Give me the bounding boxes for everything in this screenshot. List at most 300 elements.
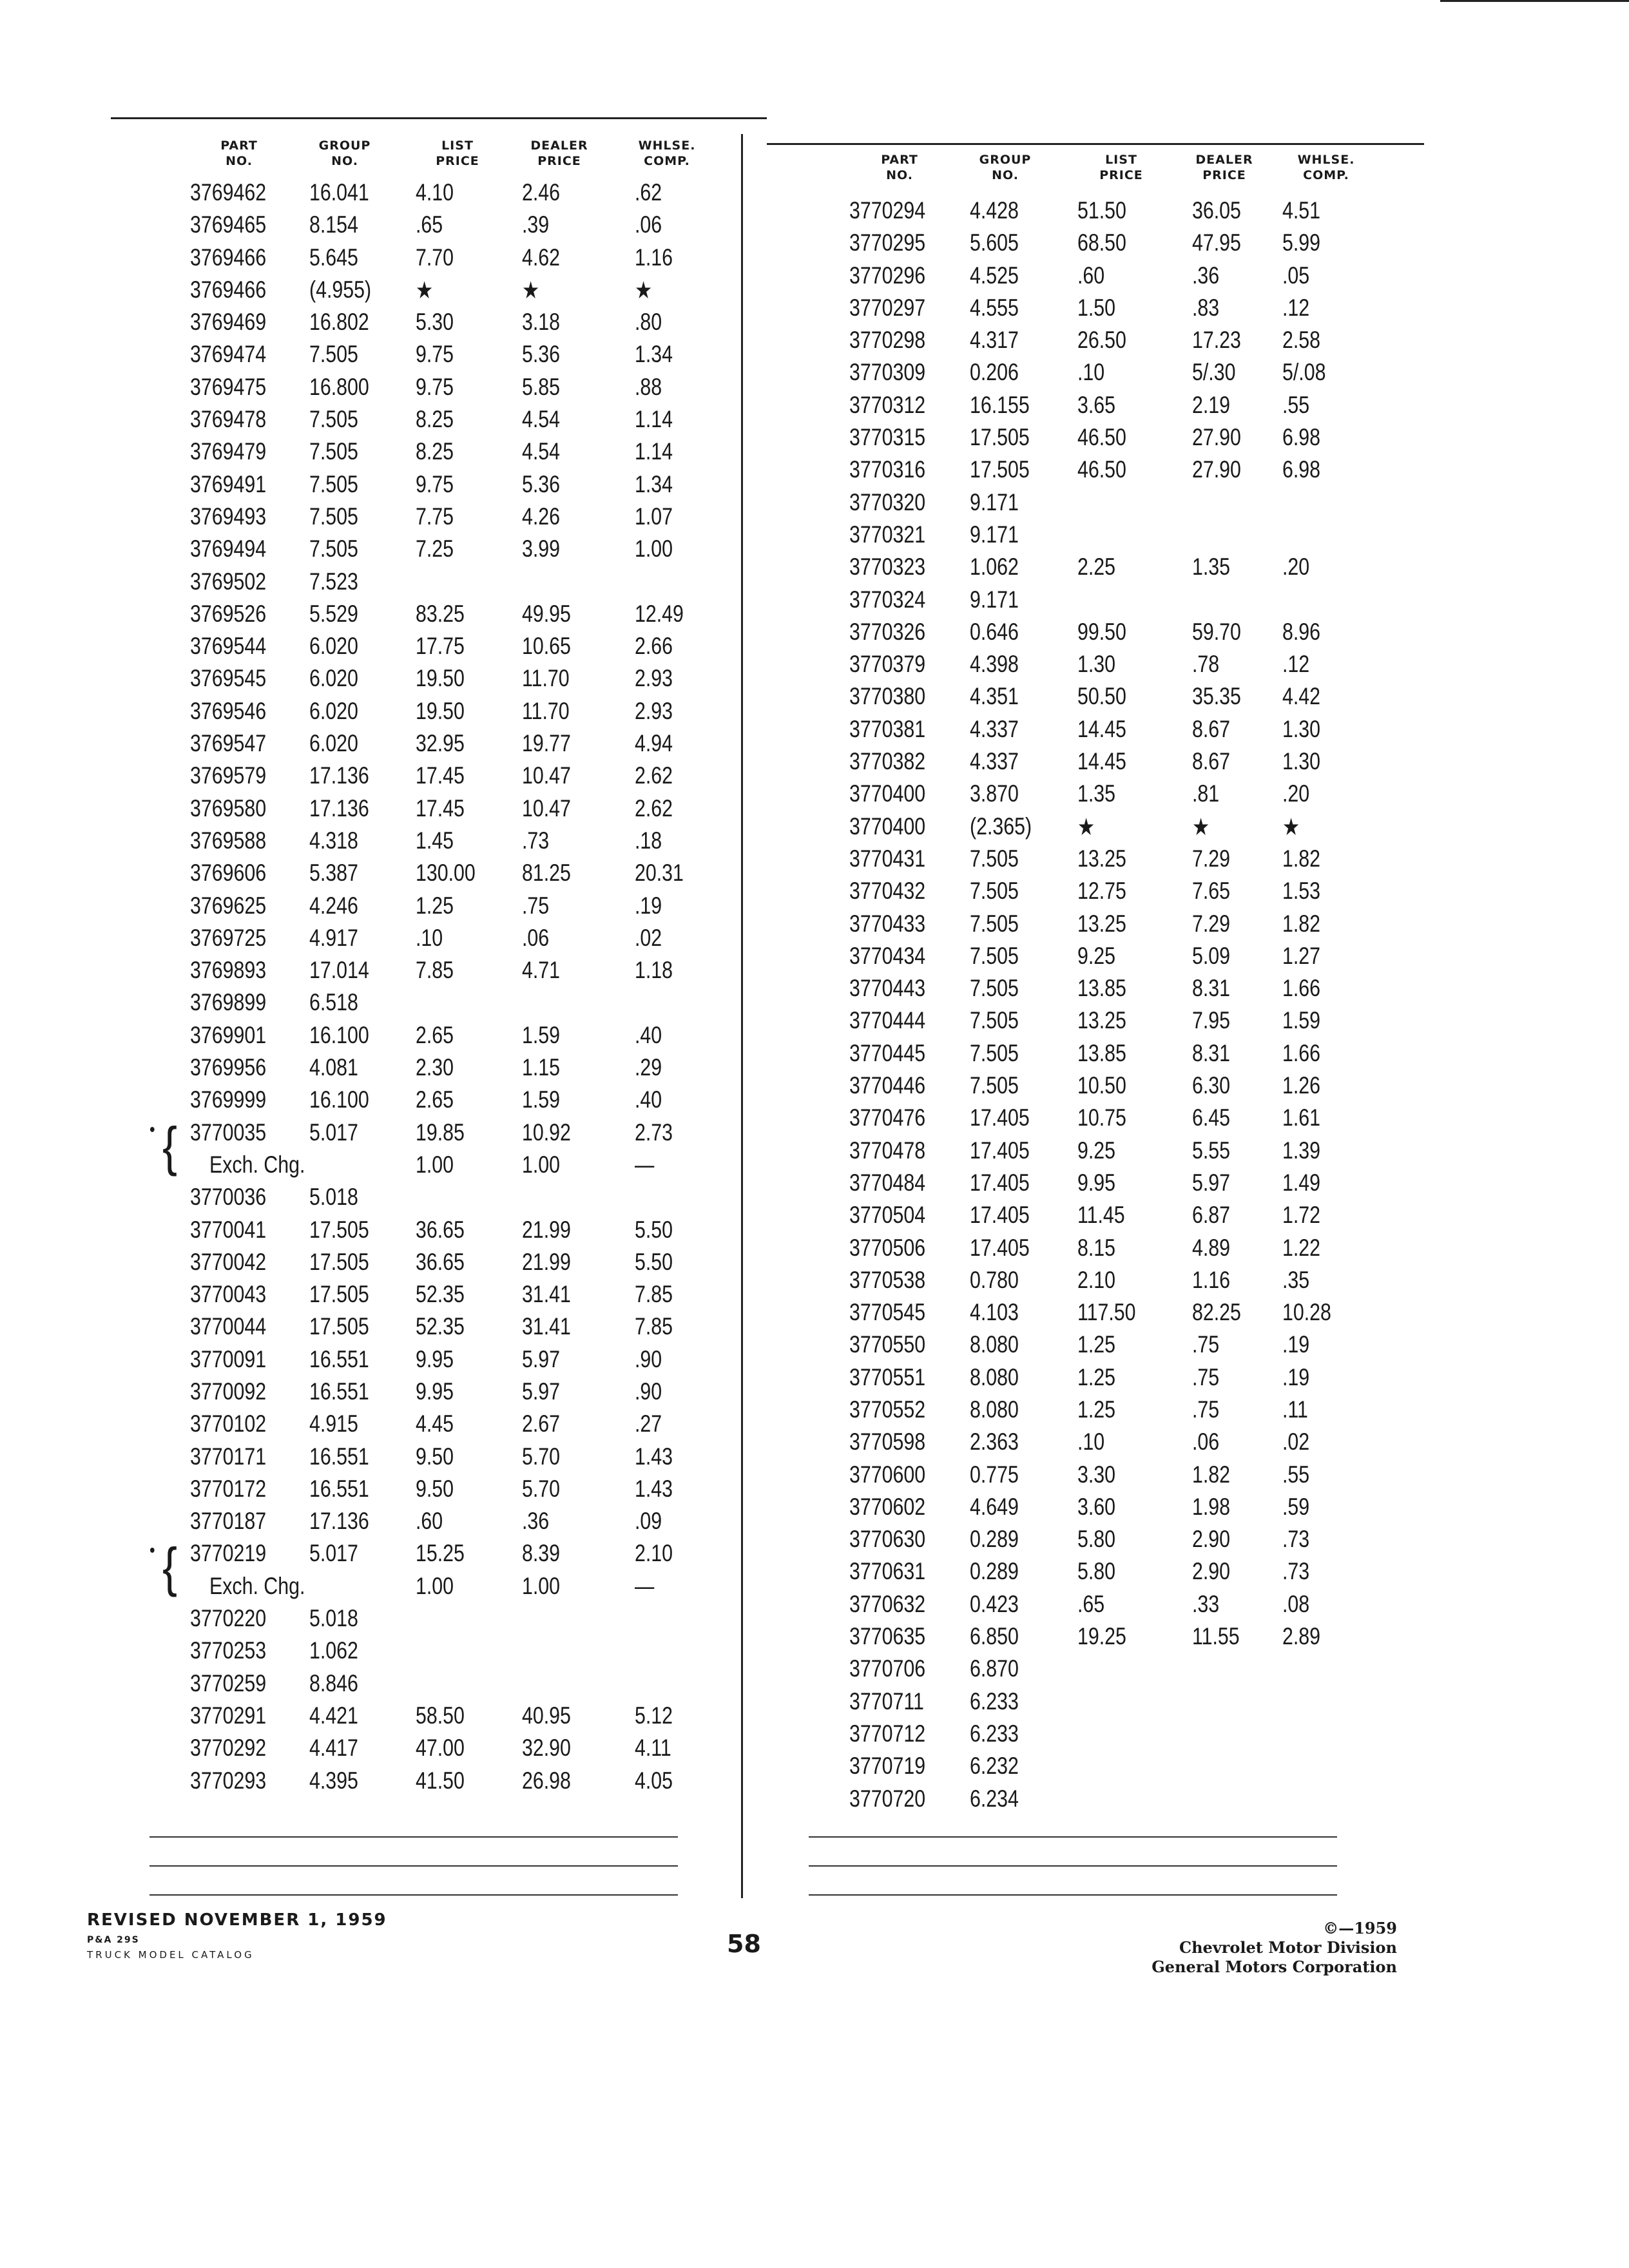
part-no: 3770315 [849, 424, 926, 451]
dealer-price: 82.25 [1191, 1299, 1241, 1326]
list-price: 1.25 [1077, 1363, 1116, 1390]
part-no: 3770381 [849, 715, 926, 742]
part-no: 3770172 [189, 1475, 267, 1502]
group-no: 6.020 [309, 697, 358, 724]
dealer-price: 11.70 [521, 697, 570, 724]
whlse-comp: 1.14 [634, 438, 673, 465]
header-part-no: PART NO. [881, 153, 918, 182]
dealer-price: 59.70 [1191, 618, 1241, 645]
group-no: 6.233 [969, 1720, 1019, 1747]
dealer-price: 1.16 [1191, 1266, 1231, 1293]
list-price: 36.65 [415, 1248, 465, 1275]
dealer-price: 8.67 [1191, 748, 1231, 775]
list-price: .65 [1077, 1590, 1105, 1617]
dealer-price: .33 [1191, 1590, 1220, 1617]
group-no: 6.870 [969, 1655, 1019, 1682]
dealer-price: 5.97 [521, 1378, 561, 1405]
list-price: 58.50 [415, 1702, 465, 1729]
group-no: 0.289 [969, 1526, 1019, 1553]
dealer-price: 7.29 [1191, 845, 1231, 872]
part-no: 3770219 [189, 1540, 267, 1567]
header-whlse-comp: WHLSE. COMP. [1297, 153, 1355, 182]
whlse-comp: .02 [634, 924, 662, 951]
list-price: 1.30 [1077, 651, 1116, 678]
whlse-comp: .12 [1282, 294, 1310, 321]
group-no: 9.171 [969, 521, 1019, 548]
part-no: 3770443 [849, 975, 926, 1002]
list-price: 9.95 [1077, 1169, 1116, 1196]
whlse-comp: .05 [1282, 262, 1310, 289]
list-price: 117.50 [1077, 1299, 1136, 1326]
group-no: 4.417 [309, 1735, 358, 1762]
group-no: 4.398 [969, 651, 1019, 678]
list-price: 2.65 [415, 1086, 454, 1113]
group-no: 4.649 [969, 1493, 1019, 1520]
part-no: 3769474 [189, 341, 267, 368]
list-price: 8.25 [415, 438, 454, 465]
dealer-price: 10.65 [521, 633, 571, 660]
dealer-price: 10.47 [521, 794, 571, 822]
part-no: 3770044 [189, 1313, 267, 1340]
whlse-comp: .40 [634, 1086, 662, 1113]
brace-marker: { [162, 1537, 178, 1598]
part-no: 3770632 [849, 1590, 926, 1617]
part-no: 3769494 [189, 535, 267, 562]
part-no: 3770323 [849, 553, 926, 581]
dealer-price: 21.99 [521, 1248, 571, 1275]
part-no: 3770706 [849, 1655, 926, 1682]
group-no: 4.318 [309, 827, 358, 854]
part-no: 3770382 [849, 748, 926, 775]
whlse-comp: 1.43 [634, 1475, 673, 1502]
group-no: 4.428 [969, 197, 1019, 224]
dealer-price: .75 [1191, 1396, 1220, 1423]
part-no: 3769625 [189, 892, 267, 919]
part-no: 3770431 [849, 845, 926, 872]
part-no: 3770379 [849, 651, 926, 678]
dealer-price: 5.09 [1191, 942, 1231, 969]
part-no: 3770712 [849, 1720, 926, 1747]
whlse-comp: 1.27 [1282, 942, 1321, 969]
dealer-price: 7.29 [1191, 910, 1231, 937]
dealer-price: 3.99 [521, 535, 561, 562]
part-no: 3770292 [189, 1735, 267, 1762]
dealer-price: 4.89 [1191, 1234, 1231, 1261]
group-no: 5.605 [969, 229, 1019, 256]
header-list-price: LIST PRICE [436, 139, 479, 168]
group-no: 17.405 [969, 1202, 1030, 1229]
list-price: 1.25 [1077, 1396, 1116, 1423]
part-no: 3770484 [849, 1169, 926, 1196]
list-price: 50.50 [1077, 683, 1126, 710]
list-price: 17.45 [415, 762, 465, 789]
group-no: 6.020 [309, 633, 358, 660]
list-price: 13.25 [1077, 845, 1126, 872]
dealer-price: 35.35 [1191, 683, 1241, 710]
list-price: 3.60 [1077, 1493, 1116, 1520]
whlse-comp: 1.18 [634, 957, 673, 984]
part-no: 3770400 [849, 780, 926, 807]
dealer-price: 6.45 [1191, 1104, 1231, 1131]
whlse-comp: 4.51 [1282, 197, 1321, 224]
part-no: 3770445 [849, 1039, 926, 1066]
list-price: ★ [1077, 813, 1095, 840]
dealer-price: 1.15 [521, 1054, 561, 1081]
group-no: 1.062 [309, 1637, 358, 1664]
dealer-price: 5.97 [1191, 1169, 1231, 1196]
dealer-price: 8.31 [1191, 1039, 1231, 1066]
whlse-comp: .62 [634, 179, 662, 206]
group-no: 7.505 [969, 1039, 1019, 1066]
group-no: 17.136 [309, 762, 369, 789]
dealer-price: 27.90 [1191, 424, 1241, 451]
group-no: 0.206 [969, 359, 1019, 386]
group-no: 17.014 [309, 957, 369, 984]
part-no: 3769469 [189, 309, 267, 336]
copyright-block [1152, 1919, 1397, 1977]
list-price: .60 [415, 1508, 443, 1535]
group-no: 3.870 [969, 780, 1019, 807]
dealer-price: 2.90 [1191, 1526, 1231, 1553]
group-no: 4.246 [309, 892, 358, 919]
part-no: 3770380 [849, 683, 926, 710]
whlse-comp: 5/.08 [1282, 359, 1326, 386]
whlse-comp: 1.00 [634, 535, 673, 562]
part-no: 3769956 [189, 1054, 267, 1081]
list-price: 19.25 [1077, 1623, 1126, 1650]
top-rule-left [111, 117, 767, 119]
brace-marker: { [162, 1115, 178, 1177]
whlse-comp: 7.85 [634, 1313, 673, 1340]
header-dealer-price: DEALER PRICE [1195, 153, 1253, 182]
part-no: 3770043 [189, 1281, 267, 1308]
group-no: 5.645 [309, 244, 358, 271]
group-no: 17.405 [969, 1234, 1030, 1261]
dealer-price: 5.55 [1191, 1137, 1231, 1164]
group-no: 7.505 [969, 942, 1019, 969]
part-no: 3769544 [189, 633, 267, 660]
part-no: 3770444 [849, 1007, 926, 1034]
group-no: 9.171 [969, 586, 1019, 613]
group-no: 0.423 [969, 1590, 1019, 1617]
dealer-price: 7.95 [1191, 1007, 1231, 1034]
dealer-price: 21.99 [521, 1216, 571, 1243]
group-no: 4.351 [969, 683, 1019, 710]
group-no: 8.846 [309, 1669, 358, 1696]
part-no: 3769493 [189, 503, 267, 530]
part-no: 3770630 [849, 1526, 926, 1553]
group-no: 6.020 [309, 665, 358, 692]
dealer-price: 5.70 [521, 1475, 561, 1502]
group-no: 1.062 [969, 553, 1019, 581]
top-rule-right [767, 143, 1424, 145]
group-no: 5.387 [309, 860, 358, 887]
dealer-price: .81 [1191, 780, 1220, 807]
group-no: 4.317 [969, 327, 1019, 354]
header-part-no: PART NO. [220, 139, 258, 168]
whlse-comp: 6.98 [1282, 424, 1321, 451]
part-no: 3769466 [189, 244, 267, 271]
whlse-comp: 1.72 [1282, 1202, 1321, 1229]
list-price: 9.75 [415, 470, 454, 497]
division: Chevrolet Motor Division [1179, 1938, 1397, 1957]
list-price: 1.00 [415, 1151, 454, 1178]
list-price: 9.75 [415, 341, 454, 368]
whlse-comp: 1.66 [1282, 975, 1321, 1002]
dealer-price: .36 [1191, 262, 1220, 289]
list-price: 17.45 [415, 794, 465, 822]
whlse-comp: 1.82 [1282, 910, 1321, 937]
dealer-price: 5.36 [521, 341, 561, 368]
whlse-comp: .06 [634, 211, 662, 238]
dealer-price: 5.70 [521, 1443, 561, 1470]
dealer-price: .75 [521, 892, 550, 919]
blank-line [809, 1836, 1337, 1838]
list-price: 46.50 [1077, 456, 1126, 483]
list-price: ★ [415, 276, 434, 303]
part-no: 3769893 [189, 957, 267, 984]
list-price: 7.85 [415, 957, 454, 984]
whlse-comp: .20 [1282, 553, 1310, 581]
list-price: 99.50 [1077, 618, 1126, 645]
whlse-comp: ★ [634, 276, 653, 303]
dealer-price: 4.54 [521, 438, 561, 465]
whlse-comp: 8.96 [1282, 618, 1321, 645]
list-price: .10 [1077, 1428, 1105, 1456]
group-no: 17.405 [969, 1137, 1030, 1164]
dealer-price: 1.82 [1191, 1461, 1231, 1488]
list-price: 4.10 [415, 179, 454, 206]
dealer-price: .75 [1191, 1363, 1220, 1390]
part-no: 3770631 [849, 1558, 926, 1585]
list-price: 14.45 [1077, 715, 1126, 742]
part-no: 3770253 [189, 1637, 267, 1664]
whlse-comp: .18 [634, 827, 662, 854]
part-no: 3769899 [189, 989, 267, 1016]
part-no: 3770293 [189, 1767, 267, 1794]
whlse-comp: .11 [1282, 1396, 1308, 1423]
part-no: 3770102 [189, 1410, 267, 1437]
group-no: 4.337 [969, 715, 1019, 742]
dealer-price: 4.71 [521, 957, 561, 984]
part-no: 3769547 [189, 730, 267, 757]
part-no: 3770036 [189, 1184, 267, 1211]
list-price: 1.25 [415, 892, 454, 919]
list-price: 2.25 [1077, 553, 1116, 581]
dealer-price: 3.18 [521, 309, 561, 336]
group-no: 7.505 [309, 503, 358, 530]
list-price: 2.10 [1077, 1266, 1116, 1293]
part-no: 3770312 [849, 391, 926, 418]
part-no: 3770041 [189, 1216, 267, 1243]
dealer-price: ★ [1191, 813, 1210, 840]
list-price: 7.70 [415, 244, 454, 271]
list-price: 7.25 [415, 535, 454, 562]
list-price: 9.50 [415, 1475, 454, 1502]
header-whlse-comp: WHLSE. COMP. [638, 139, 696, 168]
bullet-marker: • [149, 1119, 155, 1140]
whlse-comp: .19 [634, 892, 662, 919]
whlse-comp: 5.12 [634, 1702, 673, 1729]
group-no: 17.505 [309, 1248, 369, 1275]
part-no: 3769546 [189, 697, 267, 724]
whlse-comp: 1.53 [1282, 878, 1321, 905]
list-price: .65 [415, 211, 443, 238]
part-no: 3770291 [189, 1702, 267, 1729]
part-no: Exch. Chg. [209, 1572, 305, 1599]
whlse-comp: .55 [1282, 1461, 1310, 1488]
dealer-price: 8.67 [1191, 715, 1231, 742]
group-no: 6.020 [309, 730, 358, 757]
dealer-price: 49.95 [521, 600, 571, 627]
whlse-comp: 1.61 [1282, 1104, 1321, 1131]
group-no: 7.505 [969, 1007, 1019, 1034]
group-no: 4.337 [969, 748, 1019, 775]
whlse-comp: 1.22 [1282, 1234, 1321, 1261]
dealer-price: 4.54 [521, 406, 561, 433]
whlse-comp: .12 [1282, 651, 1310, 678]
part-no: 3769465 [189, 211, 267, 238]
whlse-comp: 1.16 [634, 244, 673, 271]
group-no: 4.915 [309, 1410, 358, 1437]
whlse-comp: .20 [1282, 780, 1310, 807]
part-no: 3770635 [849, 1623, 926, 1650]
list-price: 14.45 [1077, 748, 1126, 775]
list-price: 19.50 [415, 665, 465, 692]
whlse-comp: 7.85 [634, 1281, 673, 1308]
list-price: 8.15 [1077, 1234, 1116, 1261]
whlse-comp: 1.14 [634, 406, 673, 433]
group-no: 5.018 [309, 1605, 358, 1632]
whlse-comp: 4.11 [634, 1735, 671, 1762]
dealer-price: 1.59 [521, 1021, 561, 1048]
dealer-price: 1.98 [1191, 1493, 1231, 1520]
group-no: 17.505 [969, 456, 1030, 483]
part-no: 3769999 [189, 1086, 267, 1113]
part-no: 3770719 [849, 1753, 926, 1780]
whlse-comp: 4.05 [634, 1767, 673, 1794]
group-no: (2.365) [969, 812, 1032, 840]
dealer-price: .73 [521, 827, 550, 854]
group-no: 7.505 [309, 470, 358, 497]
whlse-comp: 5.50 [634, 1216, 673, 1243]
corner-rule [1440, 0, 1629, 2]
group-no: (4.955) [309, 276, 372, 303]
part-no: 3769466 [189, 276, 267, 303]
dealer-price: 36.05 [1191, 197, 1241, 224]
group-no: 7.505 [309, 341, 358, 368]
part-no: 3770297 [849, 294, 926, 321]
blank-line [149, 1865, 678, 1867]
group-no: 16.100 [309, 1021, 369, 1048]
list-price: 2.65 [415, 1021, 454, 1048]
whlse-comp: .73 [1282, 1558, 1310, 1585]
blank-line [149, 1836, 678, 1838]
part-no: 3770220 [189, 1605, 267, 1632]
dealer-price: 31.41 [521, 1281, 571, 1308]
dealer-price: 4.62 [521, 244, 561, 271]
header-group-no: GROUP NO. [979, 153, 1032, 182]
group-no: 17.136 [309, 794, 369, 822]
group-no: 6.232 [969, 1753, 1019, 1780]
dealer-price: .75 [1191, 1331, 1220, 1358]
dealer-price: 4.26 [521, 503, 561, 530]
whlse-comp: 2.93 [634, 697, 673, 724]
whlse-comp: 2.66 [634, 633, 673, 660]
revised-date: REVISED NOVEMBER 1, 1959 [87, 1910, 387, 1930]
group-no: 9.171 [969, 488, 1019, 515]
blank-line [809, 1865, 1337, 1867]
group-no: 4.555 [969, 294, 1019, 321]
dealer-price: 5.36 [521, 470, 561, 497]
dealer-price: 7.65 [1191, 878, 1231, 905]
dealer-price: 2.19 [1191, 391, 1231, 418]
whlse-comp: 6.98 [1282, 456, 1321, 483]
part-no: 3770538 [849, 1266, 926, 1293]
whlse-comp: 2.62 [634, 794, 673, 822]
list-price: 51.50 [1077, 197, 1126, 224]
whlse-comp: .40 [634, 1021, 662, 1048]
part-no: 3770552 [849, 1396, 926, 1423]
whlse-comp: .73 [1282, 1526, 1310, 1553]
dealer-price: 2.46 [521, 179, 561, 206]
group-no: 16.551 [309, 1378, 369, 1405]
whlse-comp: 1.66 [1282, 1039, 1321, 1066]
dealer-price: 1.35 [1191, 553, 1231, 581]
corporation: General Motors Corporation [1152, 1957, 1397, 1976]
part-no: 3770476 [849, 1104, 926, 1131]
header-group-no: GROUP NO. [318, 139, 371, 168]
whlse-comp: 4.42 [1282, 683, 1321, 710]
dealer-price: 17.23 [1191, 327, 1241, 354]
list-price: 1.50 [1077, 294, 1116, 321]
dealer-price: .78 [1191, 651, 1220, 678]
dealer-price: 32.90 [521, 1735, 571, 1762]
part-no: 3770324 [849, 586, 926, 613]
list-price: 9.50 [415, 1443, 454, 1470]
whlse-comp: 1.07 [634, 503, 673, 530]
list-price: 13.85 [1077, 975, 1126, 1002]
whlse-comp: .55 [1282, 391, 1310, 418]
dealer-price: .06 [1191, 1428, 1220, 1456]
whlse-comp: .90 [634, 1378, 662, 1405]
part-no: 3770434 [849, 942, 926, 969]
whlse-comp: .02 [1282, 1428, 1310, 1456]
part-no: 3770432 [849, 878, 926, 905]
group-no: 6.233 [969, 1687, 1019, 1715]
group-no: 5.529 [309, 600, 358, 627]
list-price: 1.00 [415, 1572, 454, 1599]
list-price: 19.50 [415, 697, 465, 724]
whlse-comp: 1.39 [1282, 1137, 1321, 1164]
blank-line [149, 1894, 678, 1896]
part-no: 3770092 [189, 1378, 267, 1405]
group-no: 7.505 [969, 845, 1019, 872]
whlse-comp: 1.59 [1282, 1007, 1321, 1034]
group-no: 6.850 [969, 1623, 1019, 1650]
column-divider [741, 134, 743, 1898]
group-no: 16.800 [309, 373, 369, 400]
part-no: 3770433 [849, 910, 926, 937]
part-no: 3770551 [849, 1363, 926, 1390]
part-no: Exch. Chg. [209, 1151, 305, 1178]
group-no: 8.154 [309, 211, 358, 238]
whlse-comp: .19 [1282, 1331, 1310, 1358]
part-no: 3770309 [849, 359, 926, 386]
part-no: 3769545 [189, 665, 267, 692]
whlse-comp: .27 [634, 1410, 662, 1437]
part-no: 3770187 [189, 1508, 267, 1535]
